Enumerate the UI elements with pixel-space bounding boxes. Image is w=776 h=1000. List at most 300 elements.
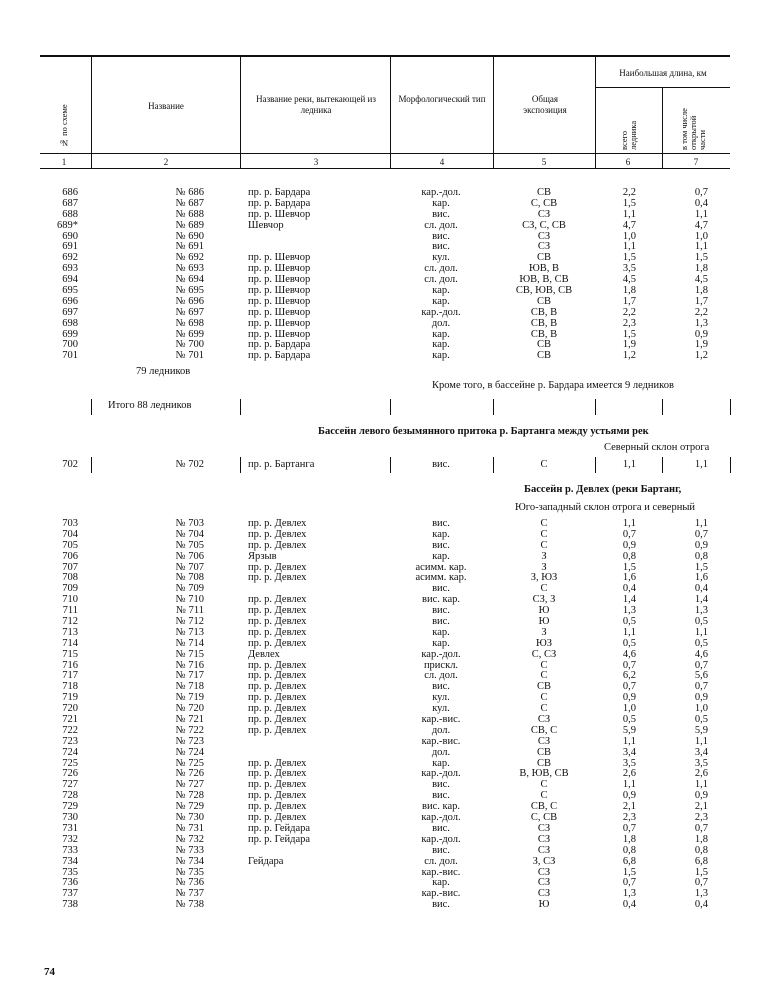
table-row: [0, 704, 776, 715]
table-row: [0, 242, 776, 253]
glacier-name: № 738: [175, 899, 204, 911]
total-length: 2,3: [622, 812, 636, 824]
header-bottom-rule: [40, 153, 730, 154]
exposition: ЮВ, В: [528, 263, 560, 275]
row-divider: [493, 457, 494, 473]
open-length: 1,5: [694, 252, 708, 264]
table-row: [0, 878, 776, 889]
morph-type: кул.: [432, 252, 450, 264]
exposition: С: [540, 459, 548, 470]
exposition: СВ, В: [530, 306, 558, 318]
glacier-name: № 736: [175, 877, 204, 889]
scheme-number: 686: [62, 187, 78, 198]
morph-type: кар.-вис.: [421, 735, 461, 747]
glacier-name: № 693: [175, 263, 204, 275]
table-row: [0, 628, 776, 639]
exposition: СЗ: [537, 844, 551, 856]
glacier-name: № 699: [175, 328, 204, 340]
col-number-4: 4: [439, 157, 445, 167]
open-length: 0,7: [694, 528, 708, 540]
exposition: СЗ: [537, 208, 551, 220]
open-length: 1,0: [694, 703, 708, 715]
table-row: [0, 661, 776, 672]
table-row: [0, 308, 776, 319]
scheme-number: 692: [62, 252, 78, 264]
table-row: [0, 563, 776, 574]
glacier-name: № 717: [175, 670, 204, 682]
col6-header: всего ледника: [619, 120, 638, 150]
exposition: СВ: [536, 339, 551, 351]
glacier-name: № 734: [175, 855, 204, 867]
row-divider: [662, 457, 663, 473]
col-number-5: 5: [541, 157, 547, 167]
exposition: СВ: [536, 295, 551, 307]
river-name: пр. р. Девлех: [248, 561, 307, 573]
river-name: пр. р. Бардара: [248, 197, 311, 209]
glacier-name: № 696: [175, 295, 204, 307]
river-name: пр. р. Бардара: [248, 339, 311, 351]
morph-type: кар.-дол.: [421, 768, 461, 780]
glacier-name: № 735: [175, 866, 204, 878]
scheme-number: 693: [62, 263, 78, 275]
open-length: 1,3: [694, 888, 708, 900]
total-length: 1,1: [622, 518, 636, 529]
open-length: 1,8: [694, 285, 708, 297]
morph-type: вис.: [432, 681, 450, 693]
scheme-number: 701: [62, 350, 78, 362]
exposition: СВ: [536, 187, 551, 198]
table-row: [0, 319, 776, 330]
glacier-name: № 701: [175, 350, 204, 362]
morph-type: дол.: [431, 724, 451, 736]
scheme-number: 709: [62, 583, 78, 595]
glacier-name: № 686: [175, 187, 204, 198]
header-divider: [91, 56, 92, 168]
total-length: 0,8: [622, 550, 636, 562]
length-group-header: Наибольшая длина, км: [619, 68, 707, 78]
total-length: 0,8: [622, 844, 636, 856]
river-name: пр. р. Девлех: [248, 692, 307, 704]
exposition: СВ: [536, 350, 551, 362]
river-name: пр. р. Шевчор: [248, 252, 311, 264]
glacier-name: № 708: [175, 572, 204, 584]
open-length: 1,6: [694, 572, 708, 584]
open-length: 0,9: [694, 539, 708, 551]
river-name: пр. р. Девлех: [248, 539, 307, 551]
table-row: [0, 584, 776, 595]
total-length: 4,7: [622, 219, 636, 231]
total-row-divider: [493, 399, 494, 415]
exposition: СВ: [536, 252, 551, 264]
exposition: С, СВ: [530, 812, 558, 824]
exposition: Ю: [538, 616, 550, 628]
table-row: [0, 340, 776, 351]
total-length: 1,5: [622, 328, 636, 340]
morph-type: кар.: [432, 626, 450, 638]
open-length: 0,5: [694, 637, 708, 649]
exposition: СЗ, С, СВ: [522, 219, 566, 231]
scheme-number: 724: [62, 746, 78, 758]
scheme-number: 732: [62, 833, 78, 845]
glacier-name: № 720: [175, 703, 204, 715]
morph-type: кул.: [432, 692, 450, 704]
header-divider: [240, 56, 241, 168]
glacier-name: № 689: [175, 219, 204, 231]
river-name: пр. р. Шевчор: [248, 208, 311, 220]
total-length: 2,2: [622, 187, 636, 198]
morph-type: сл. дол.: [424, 670, 458, 682]
total-length: 1,1: [622, 208, 636, 220]
glacier-name: № 690: [175, 230, 204, 242]
scheme-number: 728: [62, 790, 78, 802]
open-length: 1,9: [694, 339, 708, 351]
river-name: пр. р. Девлех: [248, 812, 307, 824]
total-length: 1,8: [622, 285, 636, 297]
total-length: 2,6: [622, 768, 636, 780]
col7-header: в том числе открытой части: [679, 108, 707, 150]
morph-type: кар.: [432, 637, 450, 649]
row-divider: [730, 457, 731, 473]
section3-subtitle: Юго-западный склон отрога и северный: [515, 502, 696, 513]
glacier-name: № 730: [175, 812, 204, 824]
exposition: С: [540, 659, 548, 671]
exposition: С: [540, 518, 548, 529]
morph-type: дол.: [431, 317, 451, 329]
morph-type: вис.: [432, 518, 450, 529]
morph-type: кар.-вис.: [421, 888, 461, 900]
scheme-number: 687: [62, 197, 78, 209]
river-name: пр. р. Девлех: [248, 518, 307, 529]
total-length: 0,9: [622, 692, 636, 704]
open-length: 1,1: [694, 626, 708, 638]
morph-type: кар.-дол.: [421, 648, 461, 660]
exposition: З: [541, 626, 547, 638]
row-divider: [595, 457, 596, 473]
scheme-number: 703: [62, 518, 78, 529]
glacier-name: № 719: [175, 692, 204, 704]
exposition: СЗ: [537, 877, 551, 889]
river-name: пр. р. Девлех: [248, 594, 307, 606]
open-length: 1,2: [694, 350, 708, 362]
table-row: [0, 780, 776, 791]
total-length: 0,7: [622, 877, 636, 889]
section2-title: Бассейн левого безымянного притока р. Бартанга между устьями рек: [318, 426, 649, 437]
total-length: 3,4: [622, 746, 636, 758]
morph-type: вис.: [432, 459, 450, 470]
section3-rows: [0, 519, 776, 911]
scheme-number: 707: [62, 561, 78, 573]
glacier-name: № 728: [175, 790, 204, 802]
table-row: [0, 737, 776, 748]
open-length: 2,2: [694, 306, 708, 318]
morph-type: кар.-дол.: [421, 812, 461, 824]
morph-type: асимм. кар.: [415, 561, 467, 573]
exposition: СВ: [536, 757, 551, 769]
morph-type: кар.: [432, 295, 450, 307]
total-length: 6,8: [622, 855, 636, 867]
scheme-number: 730: [62, 812, 78, 824]
morph-type: вис.: [432, 790, 450, 802]
morph-type: кар.: [432, 350, 450, 362]
header-divider: [493, 56, 494, 168]
river-name: пр. р. Девлех: [248, 768, 307, 780]
open-length: 1,1: [694, 518, 708, 529]
glacier-name: № 711: [175, 605, 204, 617]
total-length: 1,7: [622, 295, 636, 307]
river-name: пр. р. Девлех: [248, 572, 307, 584]
table-row: [0, 351, 776, 362]
glacier-name: № 737: [175, 888, 204, 900]
river-name: пр. р. Бардара: [248, 350, 311, 362]
morph-type: кар.-дол.: [421, 187, 461, 198]
open-length: 1,1: [694, 459, 708, 470]
scheme-number: 715: [62, 648, 78, 660]
glacier-name: № 709: [175, 583, 204, 595]
table-row: [0, 726, 776, 737]
glacier-name: № 714: [175, 637, 204, 649]
open-length: 1,1: [694, 735, 708, 747]
total-length: 0,7: [622, 681, 636, 693]
glacier-name: № 723: [175, 735, 204, 747]
total-length: 1,6: [622, 572, 636, 584]
river-name: Ярзыв: [248, 550, 277, 562]
glacier-name: № 691: [175, 241, 204, 253]
river-name: Шевчор: [248, 219, 284, 231]
scheme-number: 734: [62, 855, 78, 867]
morph-type: сл. дол.: [424, 219, 458, 231]
exposition: СВ, ЮВ, СВ: [515, 285, 573, 297]
morph-type: вис.: [432, 539, 450, 551]
table-row: [0, 857, 776, 868]
exposition: В, ЮВ, СВ: [519, 768, 569, 780]
scheme-number: 712: [62, 616, 78, 628]
glacier-name: № 718: [175, 681, 204, 693]
total-length: 1,8: [622, 833, 636, 845]
table-row: [0, 900, 776, 911]
scheme-number: 733: [62, 844, 78, 856]
col-number-2: 2: [163, 157, 169, 167]
scheme-number: 704: [62, 528, 78, 540]
river-name: пр. р. Девлех: [248, 790, 307, 802]
river-name: пр. р. Девлех: [248, 637, 307, 649]
exposition: С: [540, 692, 548, 704]
river-name: пр. р. Шевчор: [248, 295, 311, 307]
open-length: 1,8: [694, 833, 708, 845]
exposition: З, ЮЗ: [530, 572, 558, 584]
river-name: пр. р. Шевчор: [248, 306, 311, 318]
open-length: 3,4: [694, 746, 708, 758]
table-row: [0, 297, 776, 308]
open-length: 1,1: [694, 779, 708, 791]
scheme-number: 714: [62, 637, 78, 649]
morph-type: вис. кар.: [422, 594, 460, 606]
exposition: С: [540, 790, 548, 802]
col1-header: № по схеме: [59, 104, 69, 148]
morph-type: вис.: [432, 616, 450, 628]
col5-header: Общая экспозиция: [523, 94, 567, 115]
open-length: 5,6: [694, 670, 708, 682]
table-row: [0, 188, 776, 199]
glacier-name: № 732: [175, 833, 204, 845]
exposition: С: [540, 539, 548, 551]
open-length: 5,9: [694, 724, 708, 736]
total-row-divider: [91, 399, 92, 415]
open-length: 2,3: [694, 812, 708, 824]
scheme-number: 716: [62, 659, 78, 671]
page-number: 74: [44, 966, 55, 978]
exposition: СВ, В: [530, 328, 558, 340]
glacier-name: № 733: [175, 844, 204, 856]
glacier-name: № 705: [175, 539, 204, 551]
total-length: 0,7: [622, 528, 636, 540]
table-row: [0, 519, 776, 530]
morph-type: асимм. кар.: [415, 572, 467, 584]
total-length: 1,5: [622, 561, 636, 573]
total-length: 3,5: [622, 757, 636, 769]
river-name: пр. р. Шевчор: [248, 285, 311, 297]
exposition: Ю: [538, 605, 550, 617]
total-row-divider: [730, 399, 731, 415]
glacier-name: № 710: [175, 594, 204, 606]
total-length: 4,5: [622, 274, 636, 286]
open-length: 4,5: [694, 274, 708, 286]
river-name: пр. р. Девлех: [248, 801, 307, 813]
exposition: З, СЗ: [532, 855, 556, 867]
open-length: 1,3: [694, 605, 708, 617]
table-row: [0, 813, 776, 824]
glacier-name: № 697: [175, 306, 204, 318]
glacier-name: № 702: [175, 459, 204, 470]
table-row: [0, 606, 776, 617]
table-row: [0, 552, 776, 563]
river-name: пр. р. Девлех: [248, 779, 307, 791]
morph-type: кар.-дол.: [421, 833, 461, 845]
glacier-name: № 729: [175, 801, 204, 813]
total-length: 1,2: [622, 350, 636, 362]
table-row: [0, 232, 776, 243]
morph-type: сл. дол.: [424, 274, 458, 286]
glacier-name: № 721: [175, 714, 204, 726]
glacier-name: № 706: [175, 550, 204, 562]
glacier-name: № 704: [175, 528, 204, 540]
header-divider: [662, 88, 663, 168]
section1-total: Итого 88 ледников: [108, 400, 192, 411]
glacier-name: № 692: [175, 252, 204, 264]
col-number-6: 6: [625, 157, 631, 167]
open-length: 4,6: [694, 648, 708, 660]
open-length: 1,3: [694, 317, 708, 329]
total-row-divider: [662, 399, 663, 415]
total-length: 1,1: [622, 779, 636, 791]
glacier-name: № 700: [175, 339, 204, 351]
table-row: [0, 541, 776, 552]
table-row: [0, 889, 776, 900]
table-row: [0, 573, 776, 584]
table-row: [0, 824, 776, 835]
open-length: 1,1: [694, 241, 708, 253]
morph-type: вис.: [432, 241, 450, 253]
open-length: 0,9: [694, 692, 708, 704]
morph-type: дол.: [431, 746, 451, 758]
scheme-number: 721: [62, 714, 78, 726]
table-row: [0, 199, 776, 210]
table-row: [0, 253, 776, 264]
table-row: [0, 286, 776, 297]
glacier-name: № 694: [175, 274, 204, 286]
river-name: пр. р. Девлех: [248, 703, 307, 715]
exposition: СЗ, З: [532, 594, 556, 606]
total-length: 6,2: [622, 670, 636, 682]
scheme-number: 718: [62, 681, 78, 693]
morph-type: сл. дол.: [424, 263, 458, 275]
scheme-number: 725: [62, 757, 78, 769]
open-length: 0,7: [694, 877, 708, 889]
open-length: 4,7: [694, 219, 708, 231]
exposition: ЮВ, В, СВ: [519, 274, 569, 286]
total-length: 2,1: [622, 801, 636, 813]
open-length: 3,5: [694, 757, 708, 769]
river-name: пр. р. Шевчор: [248, 263, 311, 275]
glacier-name: № 716: [175, 659, 204, 671]
total-length: 1,1: [622, 241, 636, 253]
row-divider: [91, 457, 92, 473]
total-length: 1,3: [622, 605, 636, 617]
river-name: пр. р. Девлех: [248, 681, 307, 693]
col2-header: Название: [148, 101, 184, 111]
table-row: [0, 802, 776, 813]
exposition: СЗ: [537, 230, 551, 242]
col-number-3: 3: [313, 157, 319, 167]
table-row: [0, 330, 776, 341]
exposition: С: [540, 703, 548, 715]
river-name: пр. р. Девлех: [248, 528, 307, 540]
exposition: СВ, В: [530, 317, 558, 329]
open-length: 0,4: [694, 197, 708, 209]
total-length: 4,6: [622, 648, 636, 660]
river-name: пр. р. Девлех: [248, 616, 307, 628]
total-length: 0,5: [622, 714, 636, 726]
glacier-name: № 698: [175, 317, 204, 329]
table-row: [0, 682, 776, 693]
river-name: пр. р. Девлех: [248, 757, 307, 769]
open-length: 0,9: [694, 328, 708, 340]
col4-header: Морфологический тип: [398, 94, 486, 104]
table-row: [0, 748, 776, 759]
open-length: 0,8: [694, 550, 708, 562]
river-name: пр. р. Шевчор: [248, 328, 311, 340]
morph-type: кар.: [432, 285, 450, 297]
table-row: [0, 264, 776, 275]
river-name: пр. р. Девлех: [248, 659, 307, 671]
total-row-divider: [240, 399, 241, 415]
scheme-number: 722: [62, 724, 78, 736]
total-length: 3,5: [622, 263, 636, 275]
total-length: 0,7: [622, 659, 636, 671]
open-length: 1,7: [694, 295, 708, 307]
open-length: 0,7: [694, 681, 708, 693]
table-row: [0, 693, 776, 704]
river-name: пр. р. Бартанга: [248, 459, 315, 470]
header-divider: [390, 56, 391, 168]
scheme-number: 736: [62, 877, 78, 889]
river-name: пр. р. Девлех: [248, 670, 307, 682]
total-length: 0,7: [622, 822, 636, 834]
scheme-number: 690: [62, 230, 78, 242]
scheme-number: 731: [62, 822, 78, 834]
total-length: 0,4: [622, 899, 636, 911]
glacier-name: № 713: [175, 626, 204, 638]
total-length: 2,3: [622, 317, 636, 329]
